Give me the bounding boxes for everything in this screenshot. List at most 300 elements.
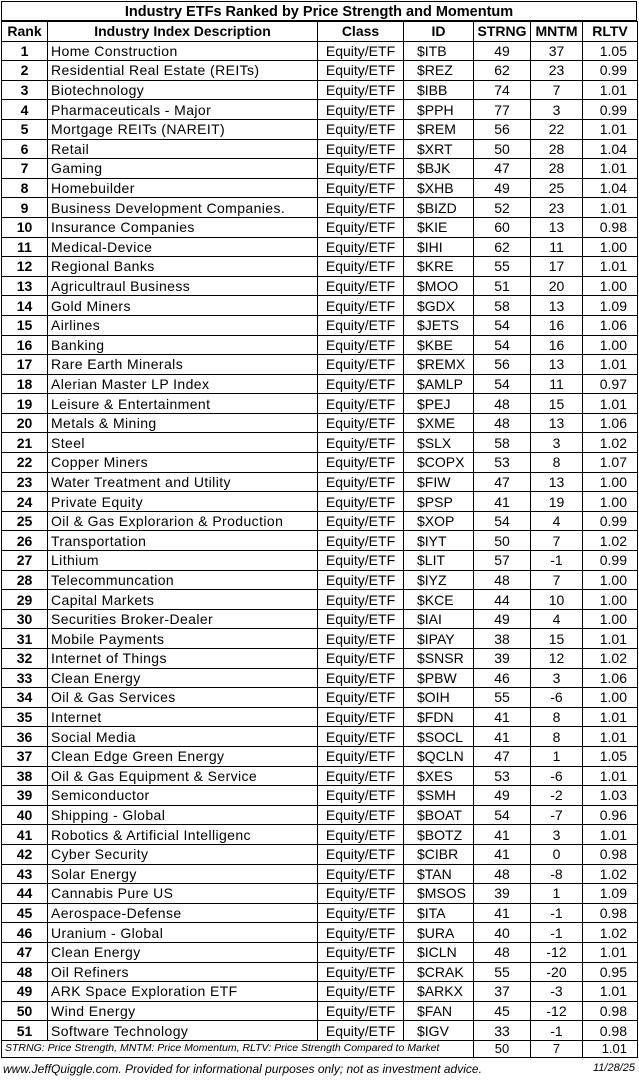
- rltv-cell: 1.00: [583, 590, 638, 610]
- average-strng: 50: [474, 1040, 531, 1057]
- description-cell: Aerospace-Defense: [48, 903, 318, 923]
- col-header-rltv: RLTV: [583, 22, 638, 42]
- mntm-cell: -12: [531, 942, 583, 962]
- strng-cell: 44: [474, 590, 531, 610]
- rank-cell: 34: [2, 688, 48, 708]
- rank-cell: 11: [2, 237, 48, 257]
- mntm-cell: -1: [531, 1021, 583, 1041]
- mntm-cell: 8: [531, 707, 583, 727]
- mntm-cell: -6: [531, 688, 583, 708]
- description-cell: Residential Real Estate (REITs): [48, 61, 318, 81]
- class-cell: Equity/ETF: [318, 884, 404, 904]
- table-row: [2, 551, 638, 571]
- class-cell: Equity/ETF: [318, 1021, 404, 1041]
- mntm-cell: 3: [531, 668, 583, 688]
- rltv-cell: 1.09: [583, 296, 638, 316]
- rank-cell: 10: [2, 217, 48, 237]
- mntm-cell: 1: [531, 746, 583, 766]
- rank-cell: 36: [2, 727, 48, 747]
- id-cell: $BJK: [404, 159, 474, 179]
- strng-cell: 53: [474, 453, 531, 473]
- sheet-title: Industry ETFs Ranked by Price Strength and Momentum: [1, 1, 637, 21]
- mntm-cell: 15: [531, 394, 583, 414]
- description-cell: Medical-Device: [48, 237, 318, 257]
- rltv-cell: 0.98: [583, 903, 638, 923]
- class-cell: Equity/ETF: [318, 80, 404, 100]
- class-cell: Equity/ETF: [318, 609, 404, 629]
- rank-cell: 19: [2, 394, 48, 414]
- class-cell: Equity/ETF: [318, 570, 404, 590]
- rank-cell: 46: [2, 923, 48, 943]
- col-header-rank: Rank: [2, 22, 48, 42]
- rank-cell: 43: [2, 864, 48, 884]
- class-cell: Equity/ETF: [318, 217, 404, 237]
- description-cell: Uranium - Global: [48, 923, 318, 943]
- class-cell: Equity/ETF: [318, 315, 404, 335]
- table-row: [2, 394, 638, 414]
- description-cell: Software Technology: [48, 1021, 318, 1041]
- rank-cell: 13: [2, 276, 48, 296]
- description-cell: Cyber Security: [48, 844, 318, 864]
- mntm-cell: 16: [531, 315, 583, 335]
- class-cell: Equity/ETF: [318, 1001, 404, 1021]
- mntm-cell: -7: [531, 805, 583, 825]
- class-cell: Equity/ETF: [318, 727, 404, 747]
- mntm-cell: 1: [531, 884, 583, 904]
- table-row: [2, 766, 638, 786]
- strng-cell: 54: [474, 805, 531, 825]
- mntm-cell: 3: [531, 825, 583, 845]
- mntm-cell: 4: [531, 511, 583, 531]
- description-cell: Retail: [48, 139, 318, 159]
- rank-cell: 28: [2, 570, 48, 590]
- rltv-cell: 1.02: [583, 864, 638, 884]
- id-cell: $IAI: [404, 609, 474, 629]
- rltv-cell: 1.06: [583, 668, 638, 688]
- strng-cell: 41: [474, 825, 531, 845]
- strng-cell: 46: [474, 668, 531, 688]
- mntm-cell: 15: [531, 629, 583, 649]
- class-cell: Equity/ETF: [318, 707, 404, 727]
- description-cell: Home Construction: [48, 41, 318, 61]
- description-cell: Homebuilder: [48, 178, 318, 198]
- rltv-cell: 1.01: [583, 629, 638, 649]
- table-row: [2, 355, 638, 375]
- description-cell: Clean Energy: [48, 942, 318, 962]
- description-cell: Oil Refiners: [48, 962, 318, 982]
- strng-cell: 48: [474, 413, 531, 433]
- rltv-cell: 1.00: [583, 492, 638, 512]
- table-row: [2, 982, 638, 1002]
- id-cell: $BOAT: [404, 805, 474, 825]
- strng-cell: 62: [474, 61, 531, 81]
- id-cell: $PPH: [404, 100, 474, 120]
- class-cell: Equity/ETF: [318, 923, 404, 943]
- class-cell: Equity/ETF: [318, 413, 404, 433]
- strng-cell: 33: [474, 1021, 531, 1041]
- description-cell: ARK Space Exploration ETF: [48, 982, 318, 1002]
- class-cell: Equity/ETF: [318, 257, 404, 277]
- strng-cell: 50: [474, 139, 531, 159]
- mntm-cell: 22: [531, 119, 583, 139]
- col-header-id: ID: [404, 22, 474, 42]
- table-row: [2, 531, 638, 551]
- strng-cell: 47: [474, 746, 531, 766]
- table-row: [2, 746, 638, 766]
- id-cell: $REMX: [404, 355, 474, 375]
- rank-cell: 30: [2, 609, 48, 629]
- description-cell: Alerian Master LP Index: [48, 374, 318, 394]
- description-cell: Airlines: [48, 315, 318, 335]
- rltv-cell: 1.01: [583, 942, 638, 962]
- strng-cell: 58: [474, 296, 531, 316]
- table-row: [2, 315, 638, 335]
- class-cell: Equity/ETF: [318, 766, 404, 786]
- rltv-cell: 1.04: [583, 178, 638, 198]
- description-cell: Wind Energy: [48, 1001, 318, 1021]
- table-row: [2, 472, 638, 492]
- rank-cell: 18: [2, 374, 48, 394]
- table-row: [2, 61, 638, 81]
- description-cell: Biotechnology: [48, 80, 318, 100]
- class-cell: Equity/ETF: [318, 198, 404, 218]
- table-row: [2, 159, 638, 179]
- col-header-class: Class: [318, 22, 404, 42]
- description-cell: Shipping - Global: [48, 805, 318, 825]
- rank-cell: 1: [2, 41, 48, 61]
- rltv-cell: 1.01: [583, 80, 638, 100]
- rank-cell: 12: [2, 257, 48, 277]
- rltv-cell: 1.00: [583, 688, 638, 708]
- mntm-cell: 8: [531, 453, 583, 473]
- rltv-cell: 1.01: [583, 707, 638, 727]
- id-cell: $COPX: [404, 453, 474, 473]
- rank-cell: 22: [2, 453, 48, 473]
- table-row: [2, 296, 638, 316]
- id-cell: $ARKX: [404, 982, 474, 1002]
- table-row: [2, 707, 638, 727]
- description-cell: Insurance Companies: [48, 217, 318, 237]
- rank-cell: 37: [2, 746, 48, 766]
- table-row: [2, 100, 638, 120]
- id-cell: $IYT: [404, 531, 474, 551]
- rltv-cell: 1.01: [583, 727, 638, 747]
- description-cell: Securities Broker-Dealer: [48, 609, 318, 629]
- mntm-cell: 11: [531, 374, 583, 394]
- rank-cell: 27: [2, 551, 48, 571]
- table-row: [2, 844, 638, 864]
- average-mntm: 7: [531, 1040, 583, 1057]
- table-row: [2, 413, 638, 433]
- description-cell: Rare Earth Minerals: [48, 355, 318, 375]
- id-cell: $IYZ: [404, 570, 474, 590]
- table-row: [2, 198, 638, 218]
- rltv-cell: 0.97: [583, 374, 638, 394]
- table-row: [2, 805, 638, 825]
- description-cell: Clean Edge Green Energy: [48, 746, 318, 766]
- rank-cell: 26: [2, 531, 48, 551]
- rank-cell: 6: [2, 139, 48, 159]
- rltv-cell: 0.99: [583, 551, 638, 571]
- class-cell: Equity/ETF: [318, 962, 404, 982]
- strng-cell: 39: [474, 884, 531, 904]
- mntm-cell: -12: [531, 1001, 583, 1021]
- class-cell: Equity/ETF: [318, 139, 404, 159]
- table-row: [2, 237, 638, 257]
- strng-cell: 47: [474, 159, 531, 179]
- rank-cell: 48: [2, 962, 48, 982]
- rank-cell: 49: [2, 982, 48, 1002]
- description-cell: Transportation: [48, 531, 318, 551]
- description-cell: Semiconductor: [48, 786, 318, 806]
- mntm-cell: -20: [531, 962, 583, 982]
- id-cell: $IGV: [404, 1021, 474, 1041]
- table-row: [2, 276, 638, 296]
- strng-cell: 49: [474, 786, 531, 806]
- class-cell: Equity/ETF: [318, 982, 404, 1002]
- mntm-cell: 13: [531, 355, 583, 375]
- description-cell: Oil & Gas Equipment & Service: [48, 766, 318, 786]
- description-cell: Mobile Payments: [48, 629, 318, 649]
- class-cell: Equity/ETF: [318, 649, 404, 669]
- id-cell: $BOTZ: [404, 825, 474, 845]
- rltv-cell: 1.00: [583, 472, 638, 492]
- description-cell: Banking: [48, 335, 318, 355]
- description-cell: Business Development Companies.: [48, 198, 318, 218]
- description-cell: Mortgage REITs (NAREIT): [48, 119, 318, 139]
- mntm-cell: -2: [531, 786, 583, 806]
- strng-cell: 54: [474, 374, 531, 394]
- strng-cell: 51: [474, 276, 531, 296]
- table-row: [2, 962, 638, 982]
- table-row: [2, 688, 638, 708]
- page-footer: [3, 1062, 635, 1076]
- description-cell: Cannabis Pure US: [48, 884, 318, 904]
- id-cell: $LIT: [404, 551, 474, 571]
- description-cell: Steel: [48, 433, 318, 453]
- id-cell: $FDN: [404, 707, 474, 727]
- rank-cell: 20: [2, 413, 48, 433]
- rank-cell: 33: [2, 668, 48, 688]
- strng-cell: 57: [474, 551, 531, 571]
- rank-cell: 39: [2, 786, 48, 806]
- strng-cell: 41: [474, 707, 531, 727]
- strng-cell: 74: [474, 80, 531, 100]
- rltv-cell: 1.02: [583, 433, 638, 453]
- class-cell: Equity/ETF: [318, 61, 404, 81]
- id-cell: $ICLN: [404, 942, 474, 962]
- id-cell: $FIW: [404, 472, 474, 492]
- class-cell: Equity/ETF: [318, 825, 404, 845]
- description-cell: Private Equity: [48, 492, 318, 512]
- mntm-cell: 10: [531, 590, 583, 610]
- id-cell: $ITA: [404, 903, 474, 923]
- rltv-cell: 1.00: [583, 335, 638, 355]
- id-cell: $XME: [404, 413, 474, 433]
- description-cell: Social Media: [48, 727, 318, 747]
- table-row: [2, 217, 638, 237]
- rank-cell: 5: [2, 119, 48, 139]
- class-cell: Equity/ETF: [318, 786, 404, 806]
- footer-text: www.JeffQuiggle.com. Provided for informational purposes only; not as investment advice.: [3, 1062, 482, 1076]
- class-cell: Equity/ETF: [318, 531, 404, 551]
- mntm-cell: 13: [531, 472, 583, 492]
- id-cell: $IHI: [404, 237, 474, 257]
- class-cell: Equity/ETF: [318, 492, 404, 512]
- description-cell: Robotics & Artificial Intelligenc: [48, 825, 318, 845]
- rltv-cell: 1.00: [583, 237, 638, 257]
- table-row: [2, 178, 638, 198]
- rank-cell: 15: [2, 315, 48, 335]
- rltv-cell: 1.04: [583, 139, 638, 159]
- rltv-cell: 0.98: [583, 844, 638, 864]
- mntm-cell: 28: [531, 139, 583, 159]
- strng-cell: 77: [474, 100, 531, 120]
- strng-cell: 56: [474, 355, 531, 375]
- strng-cell: 49: [474, 178, 531, 198]
- rank-cell: 2: [2, 61, 48, 81]
- id-cell: $TAN: [404, 864, 474, 884]
- strng-cell: 48: [474, 570, 531, 590]
- mntm-cell: 4: [531, 609, 583, 629]
- table-row: [2, 335, 638, 355]
- rank-cell: 17: [2, 355, 48, 375]
- rltv-cell: 0.99: [583, 100, 638, 120]
- class-cell: Equity/ETF: [318, 746, 404, 766]
- mntm-cell: 7: [531, 80, 583, 100]
- class-cell: Equity/ETF: [318, 335, 404, 355]
- table-row: [2, 492, 638, 512]
- rank-cell: 42: [2, 844, 48, 864]
- mntm-cell: 3: [531, 433, 583, 453]
- strng-cell: 41: [474, 492, 531, 512]
- mntm-cell: -1: [531, 551, 583, 571]
- strng-cell: 48: [474, 394, 531, 414]
- table-row: [2, 942, 638, 962]
- table-row: [2, 727, 638, 747]
- strng-cell: 38: [474, 629, 531, 649]
- id-cell: $SLX: [404, 433, 474, 453]
- table-row: [2, 1021, 638, 1041]
- id-cell: $KCE: [404, 590, 474, 610]
- description-cell: Gold Miners: [48, 296, 318, 316]
- rltv-cell: 1.01: [583, 159, 638, 179]
- class-cell: Equity/ETF: [318, 100, 404, 120]
- rltv-cell: 1.05: [583, 746, 638, 766]
- class-cell: Equity/ETF: [318, 629, 404, 649]
- mntm-cell: -3: [531, 982, 583, 1002]
- rltv-cell: 0.95: [583, 962, 638, 982]
- strng-cell: 48: [474, 864, 531, 884]
- strng-cell: 49: [474, 41, 531, 61]
- rltv-cell: 1.01: [583, 257, 638, 277]
- table-row: [2, 433, 638, 453]
- strng-cell: 37: [474, 982, 531, 1002]
- strng-cell: 58: [474, 433, 531, 453]
- table-row: [2, 786, 638, 806]
- col-header-description: Industry Index Description: [48, 22, 318, 42]
- mntm-cell: 7: [531, 570, 583, 590]
- rltv-cell: 0.96: [583, 805, 638, 825]
- id-cell: $IPAY: [404, 629, 474, 649]
- rank-cell: 29: [2, 590, 48, 610]
- rank-cell: 31: [2, 629, 48, 649]
- id-cell: $URA: [404, 923, 474, 943]
- rank-cell: 50: [2, 1001, 48, 1021]
- strng-cell: 60: [474, 217, 531, 237]
- class-cell: Equity/ETF: [318, 178, 404, 198]
- table-row: [2, 668, 638, 688]
- rltv-cell: 1.07: [583, 453, 638, 473]
- id-cell: $PBW: [404, 668, 474, 688]
- table-row: [2, 80, 638, 100]
- rank-cell: 3: [2, 80, 48, 100]
- mntm-cell: 8: [531, 727, 583, 747]
- footer-date: 11/28/25: [592, 1062, 635, 1074]
- strng-cell: 48: [474, 942, 531, 962]
- class-cell: Equity/ETF: [318, 119, 404, 139]
- mntm-cell: -6: [531, 766, 583, 786]
- mntm-cell: 13: [531, 413, 583, 433]
- rank-cell: 23: [2, 472, 48, 492]
- rank-cell: 4: [2, 100, 48, 120]
- rltv-cell: 1.00: [583, 609, 638, 629]
- id-cell: $CRAK: [404, 962, 474, 982]
- mntm-cell: 12: [531, 649, 583, 669]
- id-cell: $SOCL: [404, 727, 474, 747]
- strng-cell: 54: [474, 511, 531, 531]
- rank-cell: 7: [2, 159, 48, 179]
- id-cell: $MSOS: [404, 884, 474, 904]
- description-cell: Regional Banks: [48, 257, 318, 277]
- strng-cell: 39: [474, 649, 531, 669]
- class-cell: Equity/ETF: [318, 864, 404, 884]
- table-row: [2, 453, 638, 473]
- description-cell: Oil & Gas Explorarion & Production: [48, 511, 318, 531]
- rank-cell: 41: [2, 825, 48, 845]
- strng-cell: 45: [474, 1001, 531, 1021]
- id-cell: $MOO: [404, 276, 474, 296]
- strng-cell: 41: [474, 903, 531, 923]
- table-row: [2, 511, 638, 531]
- rltv-cell: 1.09: [583, 884, 638, 904]
- average-rltv: 1.01: [583, 1040, 638, 1057]
- description-cell: Gaming: [48, 159, 318, 179]
- class-cell: Equity/ETF: [318, 296, 404, 316]
- rltv-cell: 1.05: [583, 41, 638, 61]
- description-cell: Internet: [48, 707, 318, 727]
- class-cell: Equity/ETF: [318, 942, 404, 962]
- mntm-cell: 23: [531, 198, 583, 218]
- id-cell: $KIE: [404, 217, 474, 237]
- mntm-cell: 23: [531, 61, 583, 81]
- rank-cell: 24: [2, 492, 48, 512]
- rank-cell: 14: [2, 296, 48, 316]
- rltv-cell: 0.99: [583, 511, 638, 531]
- class-cell: Equity/ETF: [318, 590, 404, 610]
- rltv-cell: 0.98: [583, 1001, 638, 1021]
- class-cell: Equity/ETF: [318, 374, 404, 394]
- rltv-cell: 1.01: [583, 198, 638, 218]
- mntm-cell: 19: [531, 492, 583, 512]
- col-header-strng: STRNG: [474, 22, 531, 42]
- mntm-cell: 3: [531, 100, 583, 120]
- rltv-cell: 1.00: [583, 276, 638, 296]
- strng-cell: 52: [474, 198, 531, 218]
- class-cell: Equity/ETF: [318, 844, 404, 864]
- rank-cell: 16: [2, 335, 48, 355]
- id-cell: $OIH: [404, 688, 474, 708]
